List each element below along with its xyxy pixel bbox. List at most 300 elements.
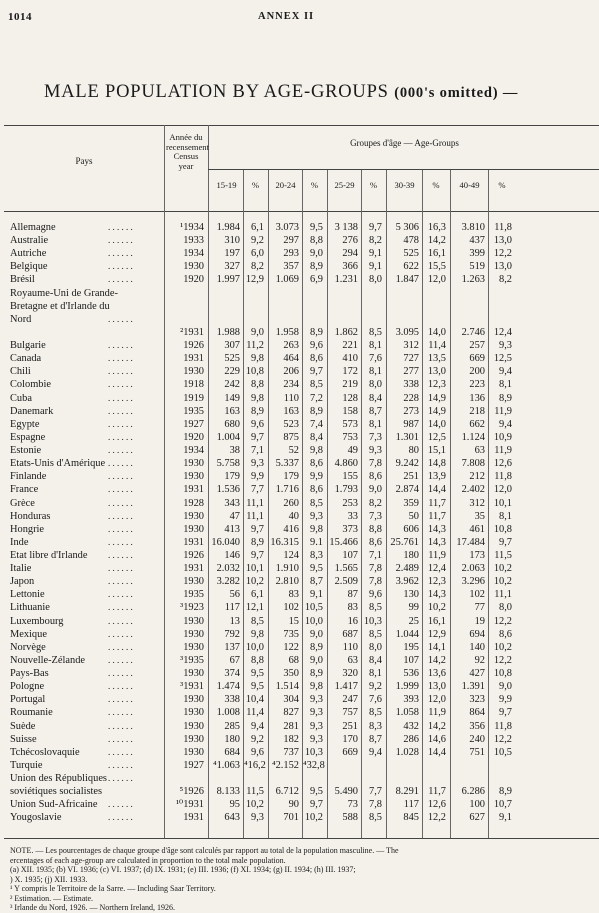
- leader-dots: . . . . . .: [108, 274, 133, 285]
- note-line: (a) XII. 1935; (b) VI. 1936; (c) VI. 1937; (d) IX. 1931; (e) III. 1936; (f) XI. 1934; (g) II. 1934; (h) III. 1937;: [10, 865, 356, 874]
- row-year: [166, 300, 204, 313]
- row-value: 1.988: [216, 326, 240, 338]
- row-year: ³1935: [180, 654, 204, 666]
- row-percent: 11,9: [428, 550, 446, 561]
- row-percent: 6,0: [251, 248, 264, 260]
- row-percent: 8,9: [310, 326, 323, 338]
- leader-dots: . . . . . .: [108, 497, 133, 508]
- row-percent: 10,3: [363, 615, 382, 627]
- row-percent: 9,5: [251, 681, 264, 693]
- row-percent: 9,6: [310, 340, 323, 352]
- row-percent: 9,8: [310, 523, 323, 535]
- row-value: 293: [283, 248, 299, 260]
- row-value: 573: [342, 418, 358, 430]
- row-percent: 11,7: [428, 497, 446, 509]
- row-country: Bretagne et d'Irlande du: [10, 300, 110, 312]
- row-percent: 8,5: [369, 602, 382, 614]
- row-country: Cuba: [10, 392, 32, 404]
- row-value: 680: [224, 418, 240, 430]
- row-percent: 13,5: [427, 353, 446, 365]
- row-percent: 8,7: [310, 576, 323, 588]
- row-value: 124: [283, 550, 299, 561]
- row-percent: 7,8: [369, 563, 382, 575]
- row-country: Turquie: [10, 759, 43, 771]
- row-year: 1930: [183, 471, 204, 483]
- row-value: 16.315: [270, 536, 299, 548]
- leader-dots: . . . . . .: [108, 510, 133, 521]
- row-percent: 8,7: [369, 405, 382, 417]
- row-value: 307: [224, 340, 240, 352]
- row-year: 1930: [183, 641, 204, 653]
- row-value: 8.133: [216, 786, 240, 798]
- row-year: 1930: [183, 733, 204, 745]
- row-country: Mexique: [10, 628, 47, 640]
- row-percent: 8,2: [369, 497, 382, 509]
- row-country: Estonie: [10, 445, 42, 457]
- row-value: 281: [283, 720, 299, 732]
- row-value: 413: [224, 523, 240, 535]
- row-percent: 12,6: [493, 458, 512, 470]
- header-age-25-29: 25-29: [334, 180, 355, 190]
- row-value: 3.296: [461, 576, 485, 588]
- row-country: Allemagne: [10, 222, 56, 233]
- row-value: 170: [342, 733, 358, 745]
- row-value: 312: [403, 340, 419, 352]
- row-percent: 9,5: [310, 222, 323, 233]
- leader-dots: . . . . . .: [108, 668, 133, 679]
- row-percent: 13,0: [427, 366, 446, 378]
- row-percent: 12,1: [245, 602, 264, 614]
- row-percent: 14,8: [427, 458, 446, 470]
- row-value: 523: [283, 418, 299, 430]
- row-percent: 10,8: [493, 668, 512, 680]
- row-value: 40: [288, 510, 299, 522]
- row-value: 2.402: [461, 484, 485, 496]
- row-value: 297: [283, 235, 299, 247]
- row-percent: 10,2: [493, 641, 512, 653]
- row-year: 1934: [183, 445, 204, 457]
- row-year: 1930: [183, 668, 204, 680]
- row-percent: [362, 287, 382, 300]
- row-percent: 8,0: [499, 602, 512, 614]
- row-percent: 8,4: [369, 392, 382, 404]
- row-year: 1926: [183, 550, 204, 561]
- leader-dots: . . . . . .: [108, 353, 133, 364]
- row-percent: 11,9: [494, 405, 512, 417]
- row-value: 327: [224, 261, 240, 273]
- row-country: Union des Républiques: [10, 773, 107, 785]
- row-value: 140: [469, 641, 485, 653]
- row-value: 3.073: [275, 222, 299, 233]
- row-value: 525: [403, 248, 419, 260]
- row-year: ⁵1926: [179, 786, 204, 798]
- row-country: Hongrie: [10, 523, 45, 535]
- row-value: 158: [342, 405, 358, 417]
- row-value: 751: [469, 746, 485, 758]
- leader-dots: . . . . . .: [108, 746, 133, 757]
- row-value: 359: [403, 497, 419, 509]
- row-value: [328, 313, 358, 326]
- row-percent: 7,1: [369, 550, 382, 561]
- row-country: Norvège: [10, 641, 46, 653]
- row-percent: 8,9: [499, 392, 512, 404]
- rule-bottom: [4, 838, 599, 839]
- row-country: France: [10, 484, 39, 496]
- row-percent: 9,2: [251, 733, 264, 745]
- row-value: 875: [283, 431, 299, 443]
- row-percent: 7,8: [369, 799, 382, 811]
- row-country: Finlande: [10, 471, 47, 483]
- row-percent: 11,1: [494, 589, 512, 601]
- leader-dots: . . . . . .: [108, 340, 133, 351]
- row-year: ³1931: [180, 681, 204, 693]
- row-percent: 8,9: [310, 641, 323, 653]
- row-value: 179: [283, 471, 299, 483]
- row-percent: 14,4: [427, 484, 446, 496]
- row-percent: 11,2: [246, 340, 264, 352]
- row-percent: [423, 772, 446, 785]
- row-country: Tchécoslovaquie: [10, 746, 80, 758]
- row-percent: 9,4: [499, 366, 512, 378]
- row-percent: 9,0: [310, 654, 323, 666]
- row-value: 687: [342, 628, 358, 640]
- row-percent: 10,5: [304, 602, 323, 614]
- leader-dots: . . . . . .: [108, 615, 133, 626]
- leader-dots: . . . . . .: [108, 523, 133, 534]
- row-percent: 11,7: [428, 510, 446, 522]
- row-value: 373: [342, 523, 358, 535]
- row-percent: 9,8: [251, 353, 264, 365]
- row-percent: 10,8: [245, 366, 264, 378]
- row-value: ⁴1.063: [212, 759, 240, 771]
- row-percent: 10,1: [493, 497, 512, 509]
- row-percent: 8,2: [369, 235, 382, 247]
- row-value: 219: [342, 379, 358, 391]
- row-value: 102: [283, 602, 299, 614]
- row-percent: 9,3: [310, 733, 323, 745]
- row-percent: 8,5: [251, 615, 264, 627]
- row-value: ⁴2.152: [271, 759, 299, 771]
- row-percent: [303, 313, 323, 326]
- row-year: 1931: [183, 536, 204, 548]
- row-percent: 14,2: [427, 235, 446, 247]
- row-percent: [423, 759, 446, 772]
- row-value: 1.999: [395, 681, 419, 693]
- row-value: [269, 287, 299, 300]
- row-percent: [244, 287, 264, 300]
- row-value: 1.124: [461, 431, 485, 443]
- row-value: 276: [342, 235, 358, 247]
- row-country: Lettonie: [10, 589, 45, 601]
- row-value: 1.391: [461, 681, 485, 693]
- row-value: 229: [224, 366, 240, 378]
- row-percent: 9,5: [310, 786, 323, 798]
- leader-dots: . . . . . .: [108, 628, 133, 639]
- row-value: 737: [283, 746, 299, 758]
- row-percent: 11,8: [494, 720, 512, 732]
- row-percent: 9,9: [499, 694, 512, 706]
- row-value: [269, 772, 299, 785]
- row-year: 1930: [183, 615, 204, 627]
- row-percent: 9,0: [310, 628, 323, 640]
- row-year: ²1931: [180, 326, 204, 338]
- row-value: 16.040: [211, 536, 240, 548]
- row-percent: 12,2: [493, 615, 512, 627]
- row-value: 7.808: [461, 458, 485, 470]
- row-percent: 9,5: [251, 668, 264, 680]
- row-percent: ⁴16,2: [244, 759, 266, 771]
- row-percent: 14,1: [427, 641, 446, 653]
- row-value: 643: [224, 812, 240, 824]
- header-percent: %: [498, 180, 506, 190]
- row-percent: 12,0: [427, 274, 446, 286]
- header-year: Année du recensement Census year: [166, 132, 209, 171]
- row-value: 100: [469, 799, 485, 811]
- row-value: 50: [408, 510, 419, 522]
- row-percent: 8,5: [369, 812, 382, 824]
- row-value: 221: [342, 340, 358, 352]
- leader-dots: . . . . . .: [108, 773, 133, 784]
- row-value: 1.536: [216, 484, 240, 496]
- row-year: 1920: [183, 431, 204, 443]
- row-percent: 11,1: [246, 510, 264, 522]
- row-year: 1933: [183, 235, 204, 247]
- leader-dots: . . . . . .: [108, 550, 133, 560]
- row-percent: 8,5: [310, 379, 323, 391]
- leader-dots: . . . . . .: [108, 589, 133, 600]
- row-percent: 9,1: [499, 812, 512, 824]
- row-value: 19: [474, 615, 485, 627]
- row-percent: 11,5: [494, 550, 512, 561]
- row-percent: 12,3: [427, 379, 446, 391]
- row-value: 694: [469, 628, 485, 640]
- row-year: 1931: [183, 484, 204, 496]
- row-percent: 15,1: [427, 445, 446, 457]
- row-year: [166, 772, 204, 785]
- row-country: Lithuanie: [10, 602, 50, 614]
- row-percent: 12,0: [493, 484, 512, 496]
- row-percent: 9,3: [310, 720, 323, 732]
- row-percent: 9,7: [251, 550, 264, 561]
- row-percent: 8,2: [499, 274, 512, 286]
- row-value: 234: [283, 379, 299, 391]
- row-value: 130: [403, 589, 419, 601]
- row-year: [166, 287, 204, 300]
- row-value: 173: [469, 550, 485, 561]
- row-value: 338: [403, 379, 419, 391]
- row-year: 1931: [183, 812, 204, 824]
- row-value: 251: [342, 720, 358, 732]
- row-value: [328, 300, 358, 313]
- leader-dots: . . . . . .: [108, 458, 133, 469]
- row-value: [451, 287, 485, 300]
- row-value: 92: [474, 654, 485, 666]
- row-value: 1.263: [461, 274, 485, 286]
- row-value: 1.474: [216, 681, 240, 693]
- leader-dots: . . . . . .: [108, 392, 133, 403]
- row-percent: 9,7: [499, 536, 512, 548]
- row-value: 182: [283, 733, 299, 745]
- row-percent: 10,9: [493, 431, 512, 443]
- row-value: 80: [408, 445, 419, 457]
- row-value: 83: [288, 589, 299, 601]
- row-country: Royaume-Uni de Grande-: [10, 287, 118, 299]
- row-percent: 9,7: [251, 523, 264, 535]
- row-value: 519: [469, 261, 485, 273]
- row-value: 1.044: [395, 628, 419, 640]
- row-country: Pologne: [10, 681, 45, 693]
- row-value: 137: [224, 641, 240, 653]
- row-percent: [362, 772, 382, 785]
- row-value: 1.958: [275, 326, 299, 338]
- leader-dots: . . . . . .: [108, 563, 133, 574]
- row-percent: 8,6: [369, 536, 382, 548]
- row-value: 25: [408, 615, 419, 627]
- header-pays: Pays: [75, 156, 93, 166]
- row-year: 1927: [183, 418, 204, 430]
- row-value: 987: [403, 418, 419, 430]
- row-value: 102: [469, 589, 485, 601]
- row-country: Colombie: [10, 379, 51, 391]
- row-value: 228: [403, 392, 419, 404]
- row-percent: 11,9: [494, 445, 512, 457]
- row-year: 1927: [183, 759, 204, 771]
- row-country: Bulgarie: [10, 340, 46, 352]
- row-value: 68: [288, 654, 299, 666]
- leader-dots: . . . . . .: [108, 261, 133, 272]
- title-main: MALE POPULATION BY AGE-GROUPS: [44, 82, 389, 102]
- row-percent: 8,1: [369, 668, 382, 680]
- row-percent: 7,3: [369, 510, 382, 522]
- row-value: [451, 300, 485, 313]
- row-percent: [244, 772, 264, 785]
- row-percent: 12,2: [493, 733, 512, 745]
- row-percent: 11,4: [428, 340, 446, 352]
- row-percent: 8,5: [369, 707, 382, 719]
- row-percent: 7,4: [310, 418, 323, 430]
- row-percent: 12,3: [427, 576, 446, 588]
- row-value: 437: [469, 235, 485, 247]
- row-value: 727: [403, 353, 419, 365]
- row-year: 1931: [183, 353, 204, 365]
- row-percent: 13,0: [427, 681, 446, 693]
- row-value: 757: [342, 707, 358, 719]
- row-country: Pays-Bas: [10, 668, 49, 680]
- leader-dots: . . . . . .: [108, 484, 133, 495]
- row-value: 63: [474, 445, 485, 457]
- row-percent: 14,9: [427, 405, 446, 417]
- row-year: 1930: [183, 628, 204, 640]
- row-country: Autriche: [10, 248, 47, 260]
- row-value: 15: [288, 615, 299, 627]
- row-percent: 9,8: [310, 445, 323, 457]
- row-percent: 8,7: [369, 733, 382, 745]
- row-percent: 12,5: [493, 353, 512, 365]
- row-value: 399: [469, 248, 485, 260]
- row-value: 2.509: [334, 576, 358, 588]
- row-value: 13: [229, 615, 240, 627]
- row-value: 432: [403, 720, 419, 732]
- leader-dots: . . . . . .: [108, 759, 133, 770]
- row-percent: 12,4: [427, 563, 446, 575]
- row-year: 1930: [183, 458, 204, 470]
- row-percent: 8,9: [310, 668, 323, 680]
- row-percent: 11,5: [246, 786, 264, 798]
- row-percent: 10,3: [304, 746, 323, 758]
- row-percent: 6,1: [251, 222, 264, 233]
- row-percent: [362, 313, 382, 326]
- row-percent: [303, 772, 323, 785]
- row-percent: 7,8: [369, 576, 382, 588]
- row-year: 1931: [183, 563, 204, 575]
- row-value: 257: [469, 340, 485, 352]
- row-country: Nord: [10, 313, 32, 325]
- rule-top: [4, 125, 599, 126]
- row-value: 253: [342, 497, 358, 509]
- row-percent: 8,2: [251, 261, 264, 273]
- row-value: 366: [342, 261, 358, 273]
- row-value: 47: [229, 510, 240, 522]
- row-percent: 14,6: [427, 733, 446, 745]
- row-year: ¹⁰1931: [175, 799, 204, 811]
- row-country: Brésil: [10, 274, 35, 286]
- row-value: 338: [224, 694, 240, 706]
- row-value: 416: [283, 523, 299, 535]
- leader-dots: . . . . . .: [108, 641, 133, 652]
- row-value: 286: [403, 733, 419, 745]
- row-value: 87: [347, 589, 358, 601]
- row-percent: 8,9: [499, 786, 512, 798]
- row-percent: 14,9: [427, 392, 446, 404]
- row-country: Honduras: [10, 510, 51, 522]
- row-value: 753: [342, 431, 358, 443]
- row-percent: 14,2: [427, 720, 446, 732]
- row-percent: 9,8: [251, 392, 264, 404]
- row-percent: 9,0: [251, 326, 264, 338]
- row-year: 1935: [183, 405, 204, 417]
- row-percent: 7,1: [251, 445, 264, 457]
- row-percent: 16,1: [427, 248, 446, 260]
- row-country: Egypte: [10, 418, 40, 430]
- row-percent: 8,8: [310, 235, 323, 247]
- row-percent: 9,3: [310, 694, 323, 706]
- note-line: ² Estimation. — Estimate.: [10, 893, 94, 903]
- row-value: 310: [224, 235, 240, 247]
- row-percent: 8,6: [310, 484, 323, 496]
- leader-dots: . . . . . .: [108, 248, 133, 259]
- row-percent: 7,6: [369, 353, 382, 365]
- row-value: 2.032: [216, 563, 240, 575]
- row-value: 427: [469, 668, 485, 680]
- row-percent: 14,3: [427, 536, 446, 548]
- header-percent: %: [251, 180, 260, 190]
- row-percent: 8,6: [369, 471, 382, 483]
- row-year: ¹1934: [180, 222, 204, 233]
- row-value: 525: [224, 353, 240, 365]
- header-percent: %: [310, 180, 319, 190]
- row-value: 1.417: [334, 681, 358, 693]
- row-percent: [489, 287, 512, 300]
- row-percent: 11,9: [428, 707, 446, 719]
- row-value: 662: [469, 418, 485, 430]
- row-value: [387, 759, 419, 772]
- row-country: Grèce: [10, 497, 35, 509]
- row-percent: [362, 300, 382, 313]
- row-value: 6.286: [461, 786, 485, 798]
- row-value: 3.095: [395, 326, 419, 338]
- row-value: 1.069: [275, 274, 299, 286]
- row-percent: 8,9: [310, 261, 323, 273]
